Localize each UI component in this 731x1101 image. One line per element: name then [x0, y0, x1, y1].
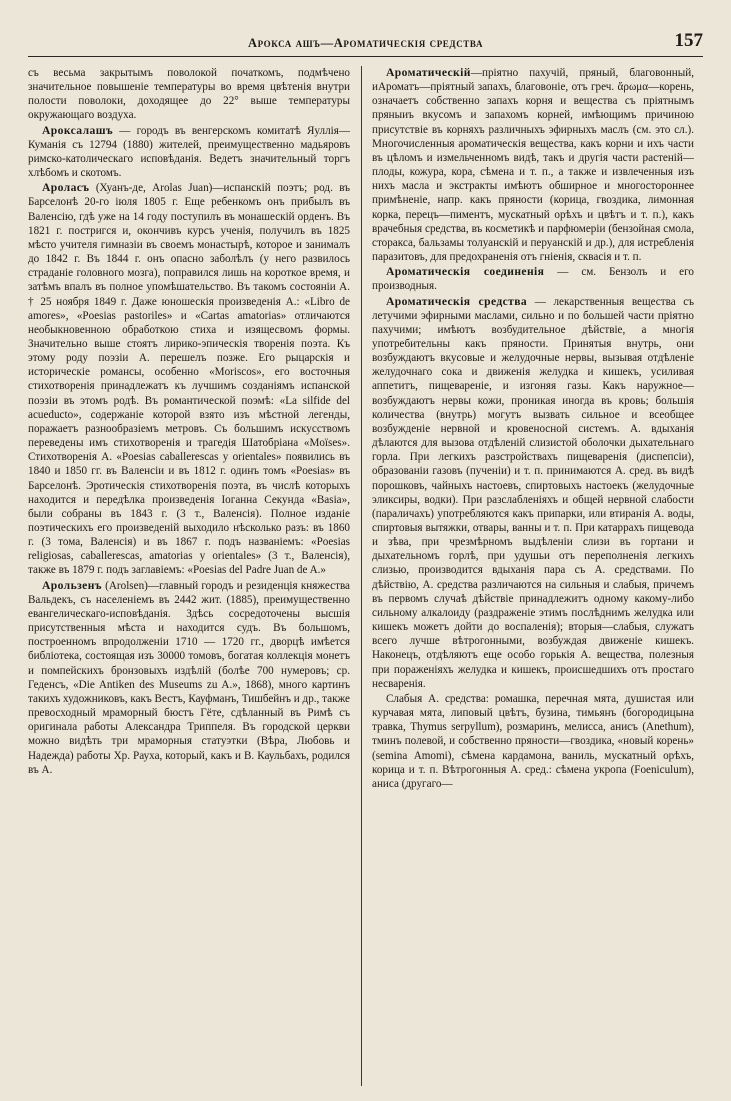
entry-headword: Ароматическія соединенія [386, 265, 545, 279]
entry-text: —пріятно пахучій, пряный, благовонный, иАроматъ—пріятный запахъ, благовоніе, отъ греч. ἄρωμα—корень, означаетъ собственно запахъ корня и вещества съ пріятнымъ пряныиъ вкусомъ и запахомъ корней, имѣющимъ причиною присутствіе въ корняхъ различныхъ эфирныхъ маслъ (см. это сл.). Многочисленныя ароматическія вещества, какъ корни и ихъ части въ цѣломъ и измельченномъ видѣ, такъ и другія части растеній—плоды, кожура, кора, сѣмена и т. п., а также и извлеченныя изъ нихъ масла и экстракты имѣютъ обширное и многостороннее примѣненіе, напр. какъ пряности (корица, гвоздика, лимонная корка, перецъ—пиментъ, мускатный орѣхъ и цвѣтъ и т. п.), какъ врачебныя средства, въ косметикѣ и парфюмеріи (бензойная смола, сторакса, бальзамы толуанскій и перуанскій и др.), для истребленія паразитовъ, для предохраненія отъ гніенія, сквасія и т. п. [372, 67, 694, 264]
entry-aromaticheskiya-soedineniya [372, 265, 694, 293]
page-number: 157 [674, 30, 703, 51]
entry-aroksalash [28, 124, 350, 181]
entry-text: (Arolsen)—главный городъ и резиденція княжества Вальдекъ, съ населеніемъ въ 2442 жит. (1885), преимущественно евангелическаго-исповѣданія. Здѣсь сосредоточены высшія присутственныя мѣста и находится судъ. Въ большомъ, построенномъ впродолженіи 1710 — 1720 гг., дворцѣ имѣется библіотека, состоящая изъ 30000 томовъ, богатая коллекція монетъ и помпейскихъ бронзовыхъ издѣлій (болѣе 700 нумеровъ; ср. Геденсъ, «Die Antiken des Museums zu A.», 1868), много картинъ такихъ художниковъ, какъ Вестъ, Кауфманъ, Тишбейнъ и др., также превосходный мраморный бюстъ Гёте, сдѣланный въ Римѣ съ оригинала работы Александра Триппеля. Въ городской церкви можно видѣть три мраморныя статуэтки (Вѣра, Любовь и Надежда) работы Хр. Рауха, который, какъ и В. Каульбахъ, родился въ А. [28, 579, 350, 776]
entry-arolsen [28, 579, 350, 777]
entry-headword: Ароматическій [386, 66, 471, 79]
column-divider [361, 66, 362, 1086]
entry-slabye-sredstva [372, 692, 694, 791]
entry-aromaticheskiya-sredstva [372, 295, 694, 691]
entry-arolas [28, 181, 350, 577]
entry-text: — лекарственныя вещества съ летучими эфирными маслами, сильно и по большей части пріятно пахучими; имѣютъ возбудительное дѣйствіе, а многія употребительны какъ пряности. Принятыя внутрь, они возбуждаютъ вкусовые и желудочные нервы, вызывая отдѣленіе желудочнаго сока и движенія желудка и кишекъ, усиливая аппетитъ, пищевареніе, и изгоняя газы. Какъ наружное—возбуждаютъ нервы кожи, проникая иногда въ кровь; большія количества (внутрь) могутъ вызвать сильное и всеобщее возбужденіе нервной и кровеносной системъ. А. вдыханія дѣлаются для вызова отдѣленій слизистой оболочки дыхательнаго горла. При легкихъ разстройствахъ пищеваренія (диспепсіи), образованіи газовъ (пученіи) и т. п. принимаются А. сред. въ видѣ порошковъ, чайныхъ настоевъ, спиртовыхъ настоекъ (желудочные эликсиры, водки). При разслабленіяхъ и общей нервной слабости (параличахъ) употребляются какъ припарки, или втиранія А. воды, спиртовыя вытяжки, отвары, ванны и т. п. При катаррахъ пищевода и зѣва, при чрезмѣрномъ выдѣленіи слизи въ гортани и дыхательномъ горлѣ, при удушьи отъ переполненія легкихъ слизью, производится вдыханія пара съ А. средствами. По дѣйствію, А. средства различаются на сильныя и слабыя, причемъ въ первомъ случаѣ дѣйствіе принадлежитъ одному какому-либо сильному алкалоиду (раздраженіе этимъ послѣднимъ желудка или кишекъ можетъ дойти до воспаленія); вторыя—слабыя, служатъ всего лучше вѣтрогонными, возбуждая движеніе кишекъ. Наконецъ, отдѣляютъ еще особо горькія А. вещества, полезныя при пораженіяхъ желудка и кишекъ, происшедшихъ отъ простаго несваренія. [372, 295, 694, 690]
entry-headword: Арользенъ [42, 578, 102, 592]
entry-continuation [28, 66, 350, 123]
running-head: Арокса ашъ—Ароматическія средства [247, 36, 484, 50]
entry-aromaticheskiy [372, 66, 694, 264]
entry-headword: Ароласъ [42, 181, 90, 195]
entry-text: (Хуанъ-де, Arolas Juan)—испанскій поэтъ; род. въ Барселонѣ 20-го іюля 1805 г. Еще ребенкомъ онъ прибылъ въ Валенсію, гдѣ уже на 14 году поступилъ въ монашескій орденъ. Въ 1821 г. постригся и, окончивъ курсъ ученія, получилъ въ 1825 мѣсто учителя гимназіи въ своемъ монастырѣ, которое и занималъ до 1842 г. Въ 1844 г. онъ опасно заболѣлъ (у него развилось страданіе головного мозга), поправился лишь на короткое время, и затѣмъ впалъ въ полное упомѣшательство. Въ такомъ состояніи А. † 25 ноября 1849 г. Даже юношескія произведенія А.: «Libro de amores», «Poesias pastoriles» и «Cartas amatorias» отличаются необыкновенною обработкою стиха и изящесвомъ формы. Значительно выше стоятъ лирико-эпическія творенія поэта. Къ этому роду поэзіи А. перешелъ позже. Его рыцарскія и историческіе романсы, особенно «Moriscos», его восточныя стихотворенія принадлежатъ къ лучшимъ созданіямъ испанской поэзіи въ этомъ родѣ. Въ романтической поэмѣ: «La silfide del acueducto», содержаніе которой взято изъ мѣстной легенды, поражаетъ разнообразіемъ метровъ. Съ большимъ искусствомъ переведены имъ стихотворенія и трагедія Шатобріана «Moïses». Стихотворенія А. «Poesias caballerescas y orientales» появились въ 1840 и 1850 гг. въ Валенсіи и въ 1812 г. одинъ томъ «Poesias» въ Барселонѣ. Эротическія стихотворенія поэта, въ числѣ которыхъ находится и передѣлка произведенія Іоганна Секунда «Basia», были собраны въ 1843 г. (3 т., Валенсія). Полное изданіе поэтическихъ его произведеній выходило нѣсколько разъ: въ 1860 г. (3 тома, Валенсія) и въ 1867 г. подъ названіемъ: «Poesias religiosas, caballerescas, amatorias y orientales» (3 т., Валенсія), также въ 1879 г. подъ заглавіемъ: «Poesias del Padre Juan de A.» [28, 182, 350, 577]
entry-text: съ весьма закрытымъ поволокой початкомъ, подмѣчено значительное повышеніе температуры во время цвѣтенія внутри полости поволоки, доходящее до 22° выше температуры окружающаго воздуха. [28, 67, 350, 122]
entry-text: — городъ въ венгерскомъ комитатѣ Яуллія—Куманія съ 12794 (1880) жителей, преимущественно мадьяровъ римско-католическаго исповѣданія. Ведетъ значительный торгъ хлѣбомъ и скотомъ. [28, 124, 350, 180]
entry-headword: Ароматическія средства [386, 294, 528, 308]
entry-text: Слабыя А. средства: ромашка, перечная мята, душистая или курчавая мята, липовый цвѣтъ, бузина, тимьянъ (богородицына травка, Thymus serpyllum), розмаринъ, мелисса, анисъ (Anethum), тминъ полевой, и собственно пряности—гвоздика, «новый корень» (semina Amomi), сѣмена кардамона, ваниль, мускатный орѣхъ, корица и т. п. Вѣтрогонныя А. сред.: сѣмена укропа (Foeniculum), аниса (другаго— [372, 692, 694, 790]
right-column [372, 66, 694, 1088]
left-column [28, 66, 350, 1088]
entry-text: — см. Бензолъ и его производныя. [372, 266, 694, 293]
entry-headword: Ароксалашъ [42, 123, 114, 137]
page-header [28, 30, 703, 57]
text-columns [28, 66, 706, 1088]
